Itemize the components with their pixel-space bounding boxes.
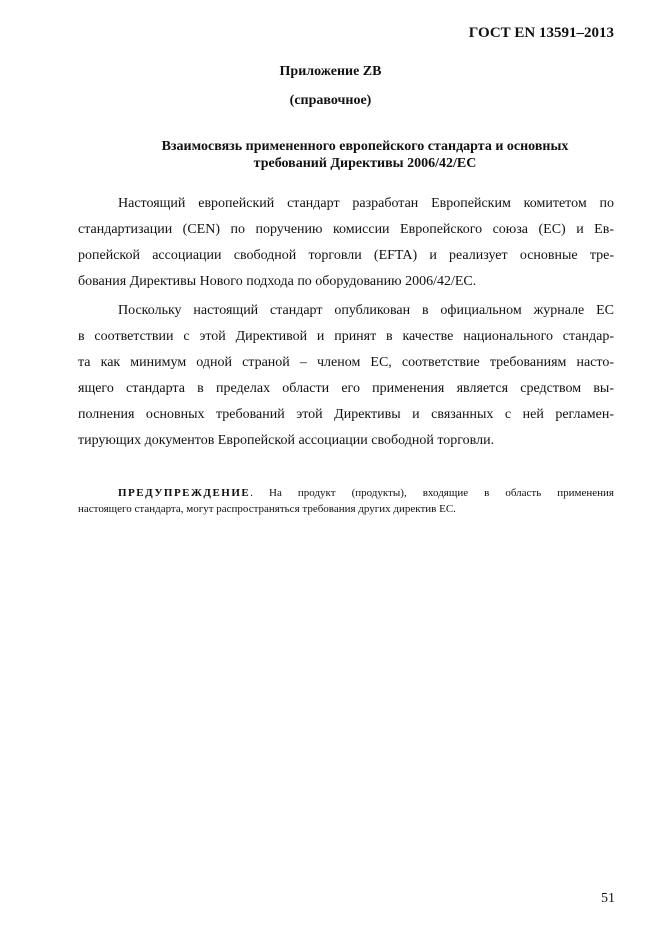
paragraph-2-line: та как минимум одной страной – членом ЕС, соответствие требованиям насто- [78,355,614,370]
annex-title: Приложение ZB [279,64,382,79]
annex-heading-line: Взаимосвязь примененного европейского стандарта и основных [161,139,569,154]
warning-note-line [118,486,614,500]
warning-note-line: настоящего стандарта, могут распространяться требования других директив ЕС. [78,503,456,515]
paragraph-2-line: Поскольку настоящий стандарт опубликован в официальном журнале ЕС [118,303,614,318]
warning-label: ПРЕДУПРЕЖДЕНИЕ [118,487,251,499]
warning-text: . На продукт (продукты), входящие в область применения [250,487,614,499]
paragraph-1-line: стандартизации (CEN) по поручению комиссии Европейского союза (ЕС) и Ев- [78,222,614,237]
paragraph-2-line: ящего стандарта в пределах области его применения является средством вы- [78,381,614,396]
page-number: 51 [601,891,615,906]
paragraph-2-line: в соответствии с этой Директивой и принят в качестве национального стандар- [78,329,614,344]
document-code: ГОСТ EN 13591–2013 [468,25,614,41]
annex-heading-line: требований Директивы 2006/42/ЕС [253,156,477,171]
paragraph-2-line: тирующих документов Европейской ассоциации свободной торговли. [78,433,495,448]
paragraph-1-line: бования Директивы Нового подхода по оборудованию 2006/42/ЕС. [78,274,477,289]
paragraph-2-line: полнения основных требований этой Директивы и связанных с ней регламен- [78,407,614,422]
paragraph-1-line: ропейской ассоциации свободной торговли (EFTA) и реализует основные тре- [78,248,614,263]
annex-heading [100,138,630,172]
paragraph-1-line: Настоящий европейский стандарт разработан Европейским комитетом по [118,196,614,211]
annex-type: (справочное) [289,93,372,108]
